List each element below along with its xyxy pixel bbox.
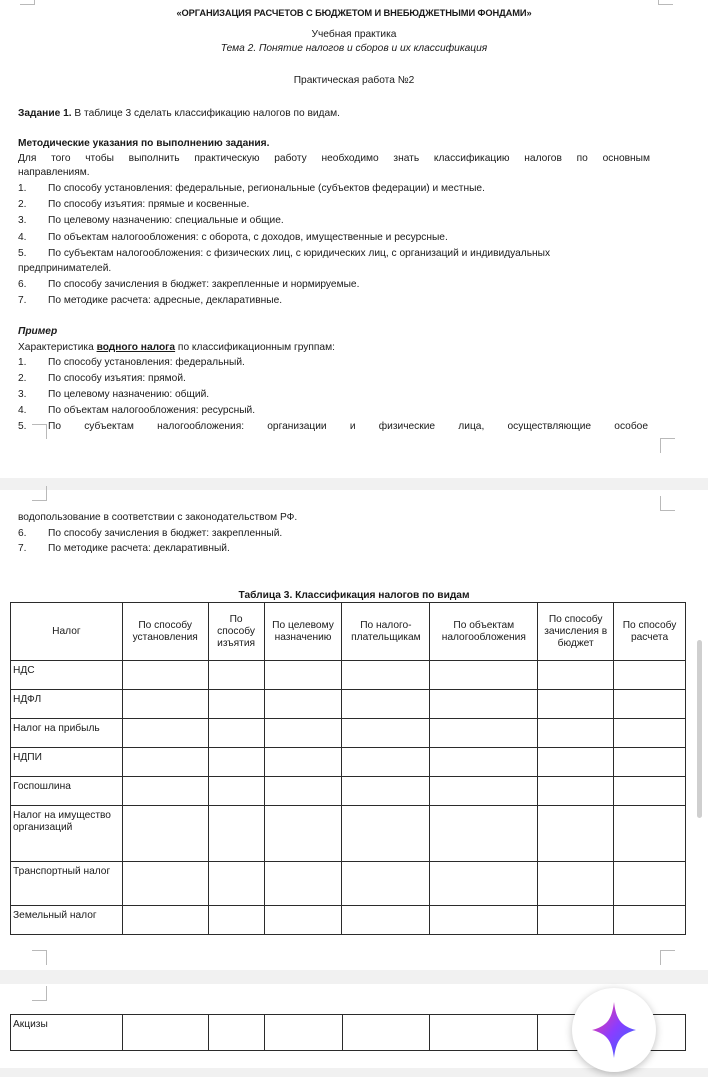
table-cell[interactable] [342, 777, 430, 806]
guide-item: По субъектам налогообложения: с физических лиц, с юридических лиц, с организаций и индивидуальных [48, 248, 551, 259]
tax-name-cell: Транспортный налог [11, 862, 123, 906]
table-cell[interactable] [614, 690, 686, 719]
table-cell[interactable] [122, 906, 208, 935]
table-row [11, 777, 686, 806]
example-item-number: 6. [18, 528, 27, 539]
example-item: По методике расчета: декларативный. [48, 543, 230, 554]
guide-intro-line1: Для того чтобы выполнить практическую работу необходимо знать классификацию налогов по основным [18, 153, 650, 164]
example-heading: Пример [18, 326, 58, 337]
table-row [11, 661, 686, 690]
guide-item-number: 2. [18, 199, 27, 210]
table-cell[interactable] [614, 748, 686, 777]
guide-item-number: 3. [18, 215, 27, 226]
example-item-number: 2. [18, 373, 27, 384]
guide-item-number: 5. [18, 248, 27, 259]
header-objects: По объектам налогообложения [430, 603, 538, 661]
sparkle-icon [572, 988, 656, 1072]
table-cell[interactable] [264, 906, 342, 935]
table-cell[interactable] [538, 862, 614, 906]
practice-subtitle: Учебная практика [311, 29, 397, 40]
table-cell[interactable] [430, 661, 538, 690]
guide-item-number: 6. [18, 279, 27, 290]
example-intro-after: по классификационным группам: [175, 342, 335, 353]
table-cell[interactable] [122, 690, 208, 719]
vertical-scrollbar[interactable] [697, 640, 702, 818]
table-cell[interactable] [208, 862, 264, 906]
table-cell[interactable] [538, 719, 614, 748]
tax-name-cell: Земельный налог [11, 906, 123, 935]
example-item: По целевому назначению: общий. [48, 389, 210, 400]
crop-mark [32, 424, 47, 439]
table-row [11, 719, 686, 748]
table-cell[interactable] [614, 862, 686, 906]
tax-name-cell: НДПИ [11, 748, 123, 777]
table-cell[interactable] [430, 806, 538, 862]
example-item: По способу установления: федеральный. [48, 357, 245, 368]
table-cell[interactable] [122, 661, 208, 690]
guide-item-number: 1. [18, 183, 27, 194]
example-intro-before: Характеристика [18, 342, 97, 353]
table-cell[interactable] [538, 777, 614, 806]
crop-mark [660, 438, 675, 453]
example-item-number: 7. [18, 543, 27, 554]
table-row [11, 906, 686, 935]
tax-name-cell: Госпошлина [11, 777, 123, 806]
table-cell[interactable] [430, 1015, 538, 1051]
assistant-button[interactable] [572, 988, 656, 1072]
table-cell[interactable] [614, 719, 686, 748]
table-row [11, 748, 686, 777]
table-cell[interactable] [614, 806, 686, 862]
example-item-continuation: водопользование в соответствии с законодательством РФ. [18, 512, 298, 523]
example-item-number: 5. [18, 421, 27, 432]
table-cell[interactable] [208, 748, 264, 777]
table-cell[interactable] [122, 862, 208, 906]
tax-name-cell: НДС [11, 661, 123, 690]
example-item: По объектам налогообложения: ресурсный. [48, 405, 256, 416]
table-cell[interactable] [122, 806, 208, 862]
table-cell[interactable] [614, 777, 686, 806]
table-cell[interactable] [208, 777, 264, 806]
table-header-row [11, 603, 686, 661]
table-cell[interactable] [264, 748, 342, 777]
guide-intro-line2: направлениям. [18, 167, 90, 178]
guide-item: По способу изъятия: прямые и косвенные. [48, 199, 250, 210]
crop-mark [658, 0, 673, 5]
guide-heading: Методические указания по выполнению задания. [18, 138, 270, 149]
header-purpose: По целевому назначению [264, 603, 342, 661]
guide-item-number: 4. [18, 232, 27, 243]
table-cell[interactable] [430, 719, 538, 748]
table-cell[interactable] [430, 862, 538, 906]
tax-name-cell: Налог на прибыль [11, 719, 123, 748]
table-cell[interactable] [264, 719, 342, 748]
work-title: Практическая работа №2 [293, 75, 415, 86]
guide-item: По объектам налогообложения: с оборота, с доходов, имущественные и ресурсные. [48, 232, 448, 243]
example-item: По субъектам налогообложения: организации и физические лица, осуществляющие особое [48, 421, 648, 432]
topic-title: Тема 2. Понятие налогов и сборов и их классификация [220, 43, 488, 54]
guide-item-number: 7. [18, 295, 27, 306]
example-item-number: 1. [18, 357, 27, 368]
guide-item: По целевому назначению: специальные и общие. [48, 215, 284, 226]
table-cell[interactable] [614, 661, 686, 690]
classification-table [10, 602, 686, 935]
guide-item-continuation: предпринимателей. [18, 263, 112, 274]
table-cell[interactable] [538, 806, 614, 862]
table-cell[interactable] [538, 748, 614, 777]
table-cell[interactable] [342, 690, 430, 719]
table-cell[interactable] [430, 690, 538, 719]
document-page-1 [0, 0, 708, 478]
table-cell[interactable] [342, 661, 430, 690]
table-cell[interactable] [430, 748, 538, 777]
table-cell[interactable] [208, 719, 264, 748]
table-row [11, 862, 686, 906]
example-item: По способу изъятия: прямой. [48, 373, 186, 384]
table-cell[interactable] [122, 1015, 208, 1051]
task-text: В таблице 3 сделать классификацию налогов по видам. [71, 108, 340, 119]
table-cell[interactable] [264, 661, 342, 690]
example-intro-tax: водного налога [96, 342, 176, 353]
tax-name-cell: Акцизы [11, 1015, 123, 1051]
header-withdrawal: По способу изъятия [208, 603, 264, 661]
document-page-2 [0, 490, 708, 970]
header-budget: По способу зачисления в бюджет [538, 603, 614, 661]
table-cell[interactable] [208, 806, 264, 862]
guide-item: По методике расчета: адресные, декларативные. [48, 295, 283, 306]
crop-mark [660, 496, 675, 511]
table-cell[interactable] [122, 719, 208, 748]
task-line [18, 107, 340, 120]
table-cell[interactable] [430, 777, 538, 806]
table-cell[interactable] [342, 906, 430, 935]
example-item: По способу зачисления в бюджет: закрепленный. [48, 528, 283, 539]
table-cell[interactable] [208, 661, 264, 690]
org-title: «ОРГАНИЗАЦИЯ РАСЧЕТОВ С БЮДЖЕТОМ И ВНЕБЮДЖЕТНЫМИ ФОНДАМИ» [176, 8, 532, 18]
table-cell[interactable] [264, 806, 342, 862]
table-cell[interactable] [264, 1015, 342, 1051]
table-cell[interactable] [538, 906, 614, 935]
table-cell[interactable] [614, 906, 686, 935]
guide-item: По способу установления: федеральные, региональные (субъектов федерации) и местные. [48, 183, 485, 194]
table-cell[interactable] [122, 777, 208, 806]
table-cell[interactable] [208, 906, 264, 935]
table-cell[interactable] [264, 862, 342, 906]
table-caption: Таблица 3. Классификация налогов по видам [238, 590, 470, 601]
task-label: Задание 1. [18, 108, 72, 119]
guide-item: По способу зачисления в бюджет: закрепленные и нормируемые. [48, 279, 360, 290]
table-cell[interactable] [342, 1015, 430, 1051]
crop-mark [660, 950, 675, 965]
table-cell[interactable] [430, 906, 538, 935]
crop-mark [32, 986, 47, 1001]
table-cell[interactable] [208, 1015, 264, 1051]
table-row [11, 690, 686, 719]
table-cell[interactable] [342, 748, 430, 777]
table-row [11, 806, 686, 862]
example-item-number: 4. [18, 405, 27, 416]
header-taxpayers: По налого-плательщикам [342, 603, 430, 661]
header-calculation: По способу расчета [614, 603, 686, 661]
crop-mark [32, 486, 47, 501]
header-tax: Налог [11, 603, 123, 661]
table-cell[interactable] [122, 748, 208, 777]
table-cell[interactable] [342, 862, 430, 906]
table-cell[interactable] [538, 690, 614, 719]
crop-mark [20, 0, 35, 5]
tax-name-cell: Налог на имущество организаций [11, 806, 123, 862]
table-cell[interactable] [208, 690, 264, 719]
table-cell[interactable] [264, 690, 342, 719]
example-intro [18, 341, 335, 354]
example-item-number: 3. [18, 389, 27, 400]
tax-name-cell: НДФЛ [11, 690, 123, 719]
table-cell[interactable] [342, 806, 430, 862]
table-cell[interactable] [264, 777, 342, 806]
table-cell[interactable] [342, 719, 430, 748]
table-cell[interactable] [538, 661, 614, 690]
crop-mark [32, 950, 47, 965]
header-establishment: По способу установления [122, 603, 208, 661]
